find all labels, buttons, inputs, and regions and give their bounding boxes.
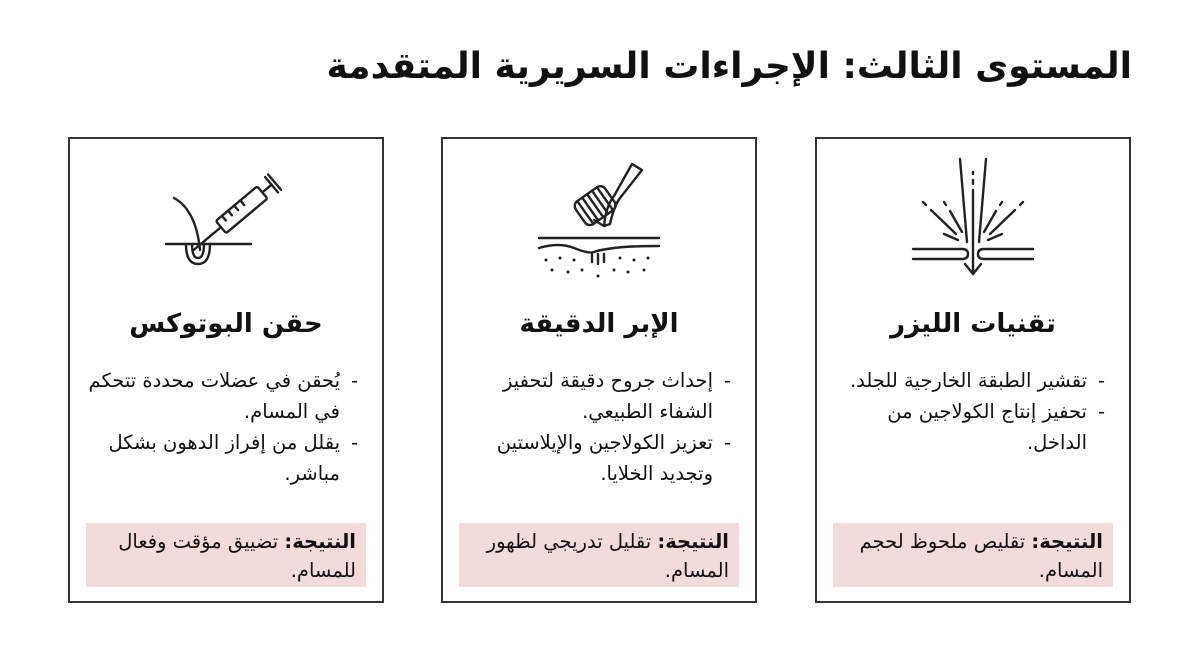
page-title: المستوى الثالث: الإجراءات السريرية المتقدمة bbox=[326, 46, 1132, 87]
result-box bbox=[86, 523, 366, 587]
card-botox bbox=[68, 137, 384, 603]
card-title: تقنيات الليزر bbox=[890, 309, 1056, 339]
bullet-item: -تقشير الطبقة الخارجية للجلد. bbox=[849, 369, 1105, 392]
bullet-list bbox=[831, 365, 1105, 458]
syringe-injection-icon bbox=[156, 154, 296, 284]
result-box bbox=[459, 523, 739, 587]
bullet-list bbox=[84, 365, 358, 489]
bullet-list bbox=[457, 365, 731, 489]
card-title: حقن البوتوكس bbox=[129, 309, 323, 339]
laser-icon bbox=[908, 154, 1038, 284]
bullet-item: -يقلل من إفراز الدهون بشكل مباشر. bbox=[108, 431, 358, 485]
result-text: تقليل تدريجي لظهور المسام. bbox=[486, 530, 729, 582]
bullet-item: -يُحقن في عضلات محددة تتحكم في المسام. bbox=[88, 369, 358, 423]
result-box bbox=[833, 523, 1113, 587]
card-laser bbox=[815, 137, 1131, 603]
card-microneedling bbox=[441, 137, 757, 603]
bullet-item: -تحفيز إنتاج الكولاجين من الداخل. bbox=[887, 400, 1105, 454]
card-title: الإبر الدقيقة bbox=[519, 309, 679, 339]
bullet-item: -إحداث جروح دقيقة لتحفيز الشفاء الطبيعي. bbox=[502, 369, 731, 423]
result-label: النتيجة: bbox=[657, 530, 729, 553]
result-text: تقليص ملحوظ لحجم المسام. bbox=[859, 530, 1103, 582]
bullet-item: -تعزيز الكولاجين والإيلاستين وتجديد الخلايا. bbox=[496, 431, 731, 485]
microneedle-roller-icon bbox=[534, 154, 664, 284]
result-text: تضييق مؤقت وفعال للمسام. bbox=[118, 530, 356, 582]
result-label: النتيجة: bbox=[284, 530, 356, 553]
result-label: النتيجة: bbox=[1031, 530, 1103, 553]
